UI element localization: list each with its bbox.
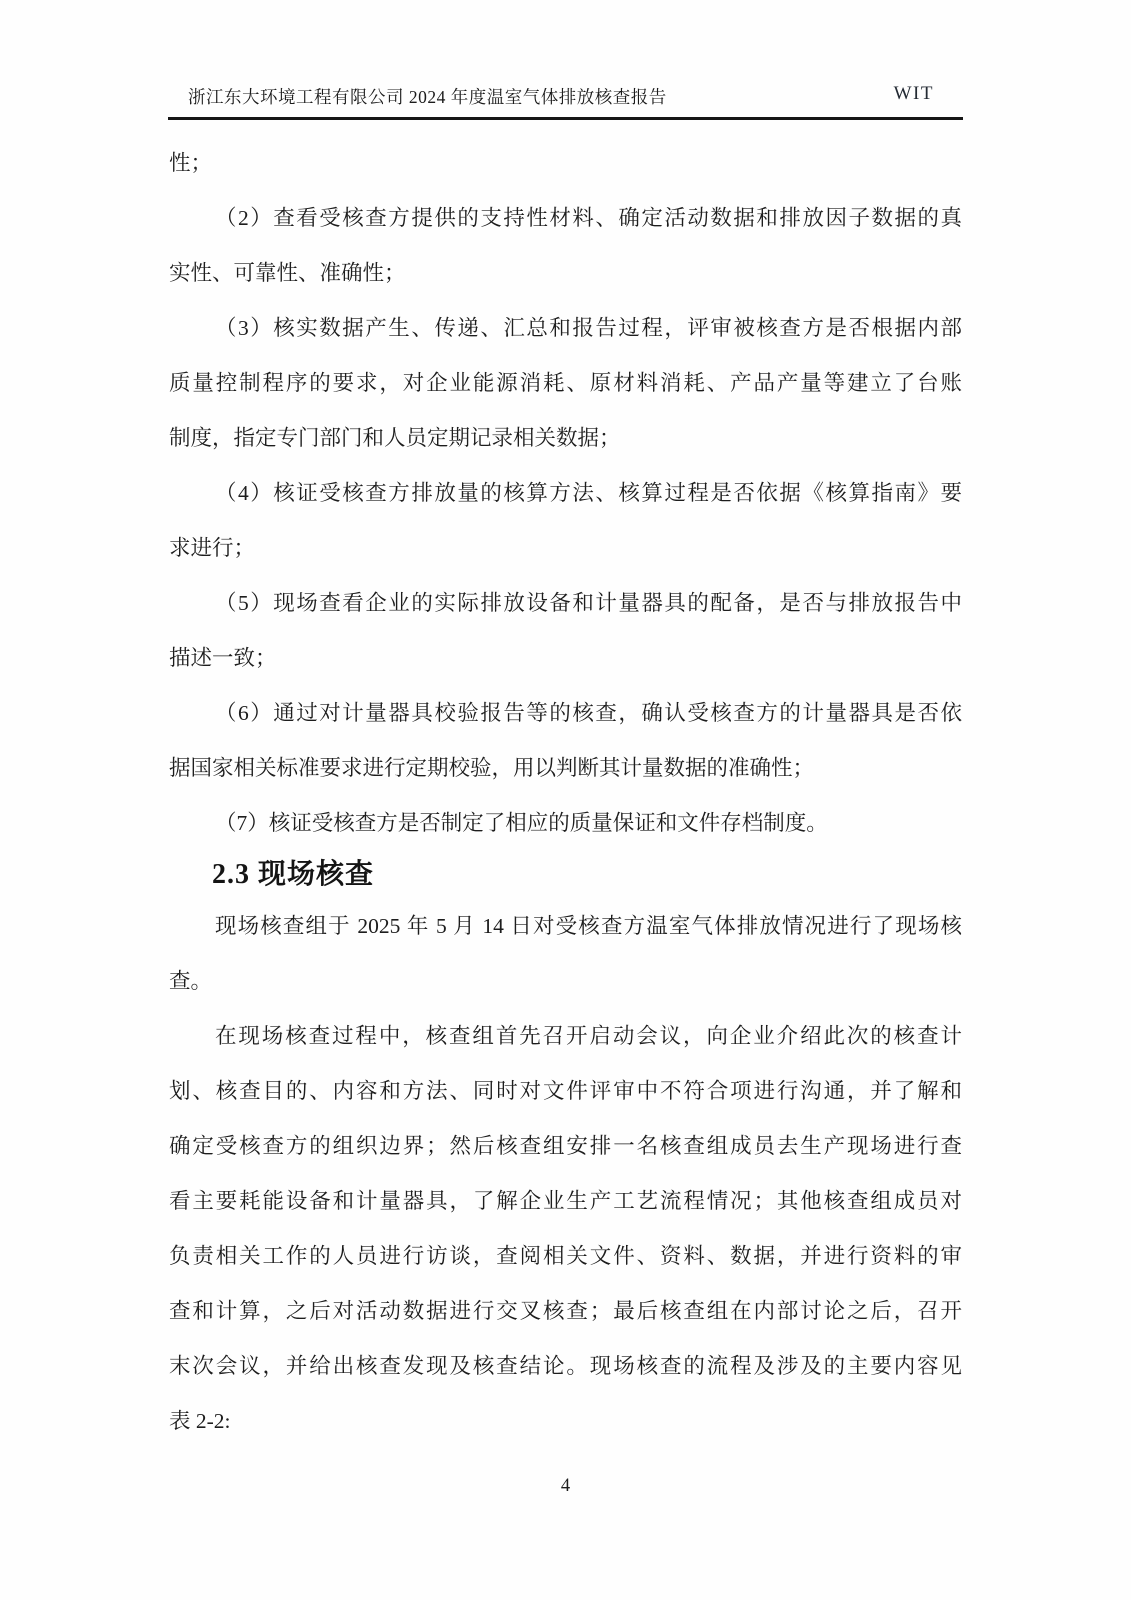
body-line: 据国家相关标准要求进行定期校验，用以判断其计量数据的准确性； bbox=[169, 756, 815, 780]
body-line: （4）核证受核查方排放量的核算方法、核算过程是否依据《核算指南》要 bbox=[215, 481, 962, 505]
body-line: 求进行； bbox=[169, 536, 256, 560]
body-line: （2）查看受核查方提供的支持性材料、确定活动数据和排放因子数据的真 bbox=[215, 206, 962, 230]
body-line: 划、核查目的、内容和方法、同时对文件评审中不符合项进行沟通，并了解和 bbox=[169, 1079, 962, 1103]
document-body bbox=[169, 136, 962, 1449]
header-divider bbox=[168, 117, 963, 120]
body-line: （5）现场查看企业的实际排放设备和计量器具的配备，是否与排放报告中 bbox=[215, 591, 962, 615]
section-heading: 2.3 现场核查 bbox=[212, 859, 375, 890]
body-line: 在现场核查过程中，核查组首先召开启动会议，向企业介绍此次的核查计 bbox=[215, 1024, 962, 1048]
header-title: 浙江东大环境工程有限公司 2024 年度温室气体排放核查报告 bbox=[188, 87, 667, 107]
body-line: 实性、可靠性、准确性； bbox=[169, 261, 406, 285]
body-line: 性； bbox=[169, 151, 213, 175]
page-header bbox=[169, 84, 962, 112]
body-line: （3）核实数据产生、传递、汇总和报告过程，评审被核查方是否根据内部 bbox=[215, 316, 962, 340]
body-line: 描述一致； bbox=[169, 646, 277, 670]
header-brand-logo: WIT bbox=[893, 83, 934, 104]
body-line: 制度，指定专门部门和人员定期记录相关数据； bbox=[169, 426, 621, 450]
body-line: 末次会议，并给出核查发现及核查结论。现场核查的流程及涉及的主要内容见 bbox=[169, 1354, 962, 1378]
body-line: （7）核证受核查方是否制定了相应的质量保证和文件存档制度。 bbox=[215, 811, 828, 835]
body-line: 负责相关工作的人员进行访谈，查阅相关文件、资料、数据，并进行资料的审 bbox=[169, 1244, 962, 1268]
body-line: （6）通过对计量器具校验报告等的核查，确认受核查方的计量器具是否依 bbox=[215, 701, 962, 725]
body-line: 查。 bbox=[169, 969, 213, 993]
body-line: 现场核查组于 2025 年 5 月 14 日对受核查方温室气体排放情况进行了现场核 bbox=[215, 914, 962, 938]
body-line: 查和计算，之后对活动数据进行交叉核查；最后核查组在内部讨论之后，召开 bbox=[169, 1299, 962, 1323]
body-line: 表 2-2: bbox=[169, 1409, 231, 1433]
body-line: 看主要耗能设备和计量器具，了解企业生产工艺流程情况；其他核查组成员对 bbox=[169, 1189, 962, 1213]
body-line: 质量控制程序的要求，对企业能源消耗、原材料消耗、产品产量等建立了台账 bbox=[169, 371, 962, 395]
page-number: 4 bbox=[560, 1476, 571, 1496]
body-line: 确定受核查方的组织边界；然后核查组安排一名核查组成员去生产现场进行查 bbox=[169, 1134, 962, 1158]
